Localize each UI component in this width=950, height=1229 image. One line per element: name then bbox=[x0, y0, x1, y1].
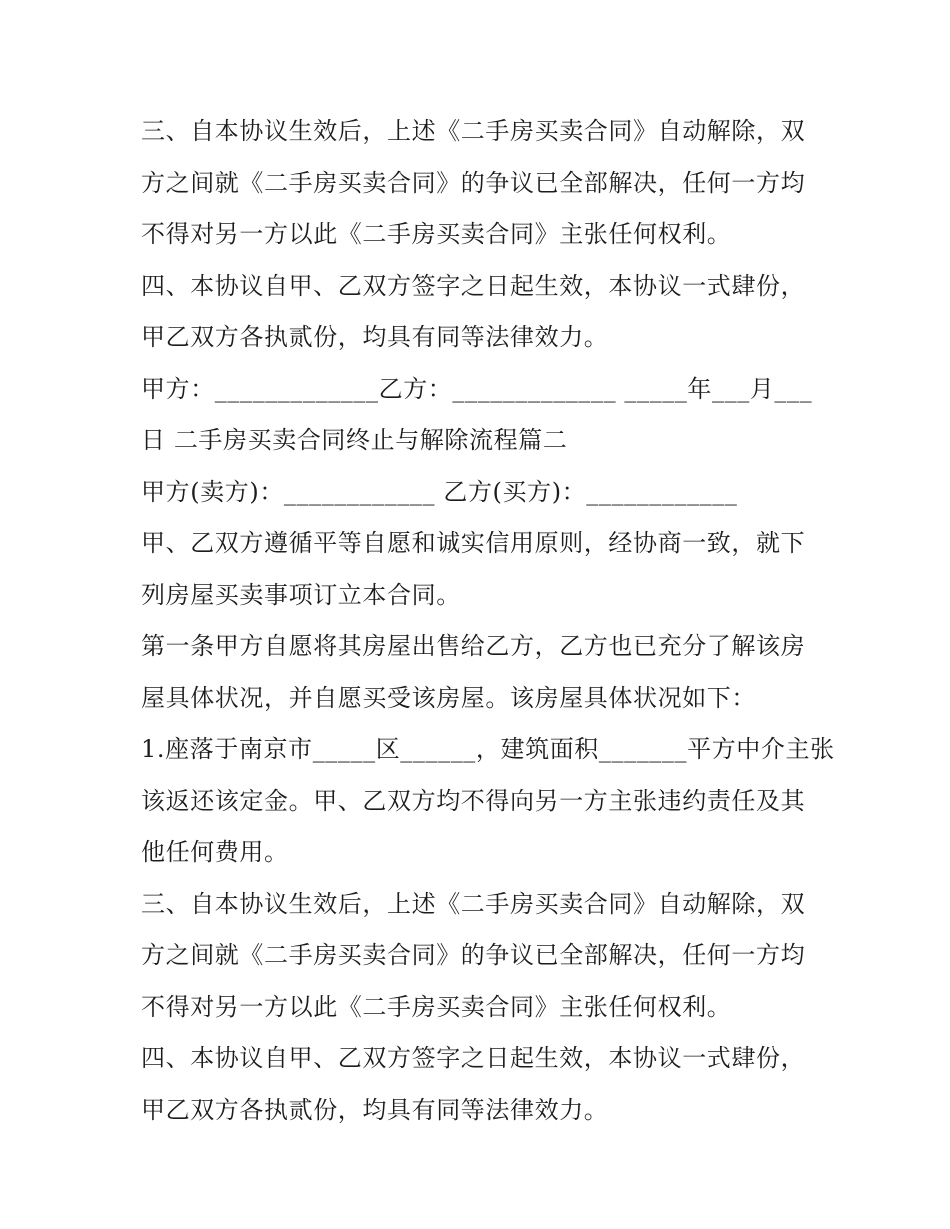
text-line: 四、本协议自甲、乙双方签字之日起生效，本协议一式肆份， bbox=[141, 1044, 806, 1072]
section-title-line: 日 二手房买卖合同终止与解除流程篇二 bbox=[141, 426, 568, 454]
text-line: 列房屋买卖事项订立本合同。 bbox=[141, 580, 461, 609]
text-line: 三、自本协议生效后，上述《二手房买卖合同》自动解除，双 bbox=[141, 117, 806, 145]
text-line: 他任何费用。 bbox=[141, 838, 289, 866]
text-line: 不得对另一方以此《二手房买卖合同》主张任何权利。 bbox=[141, 220, 732, 248]
text-line: 甲乙双方各执贰份，均具有同等法律效力。 bbox=[141, 323, 609, 351]
document-body bbox=[141, 106, 835, 1136]
party-line: 甲方(卖方)：____________ 乙方(买方)：____________ bbox=[141, 477, 738, 506]
text-line: 方之间就《二手房买卖合同》的争议已全部解决，任何一方均 bbox=[141, 941, 806, 969]
text-line: 该返还该定金。甲、乙双方均不得向另一方主张违约责任及其 bbox=[141, 786, 806, 815]
text-line: 屋具体状况，并自愿买受该房屋。该房屋具体状况如下： bbox=[141, 683, 756, 712]
text-line: 甲乙双方各执贰份，均具有同等法律效力。 bbox=[141, 1095, 609, 1124]
text-line: 方之间就《二手房买卖合同》的争议已全部解决，任何一方均 bbox=[141, 168, 806, 197]
text-line: 第一条甲方自愿将其房屋出售给乙方，乙方也已充分了解该房 bbox=[141, 632, 806, 660]
text-line: 三、自本协议生效后，上述《二手房买卖合同》自动解除，双 bbox=[141, 889, 806, 918]
text-line: 甲、乙双方遵循平等自愿和诚实信用原则，经协商一致，就下 bbox=[141, 529, 806, 557]
text-line: 不得对另一方以此《二手房买卖合同》主张任何权利。 bbox=[141, 992, 732, 1021]
signature-line: 甲方：_____________乙方：_____________ _____年___月___ bbox=[141, 374, 813, 403]
text-line: 1.座落于南京市_____区______，建筑面积_______平方中介主张 bbox=[141, 735, 835, 763]
text-line: 四、本协议自甲、乙双方签字之日起生效，本协议一式肆份， bbox=[141, 271, 806, 300]
